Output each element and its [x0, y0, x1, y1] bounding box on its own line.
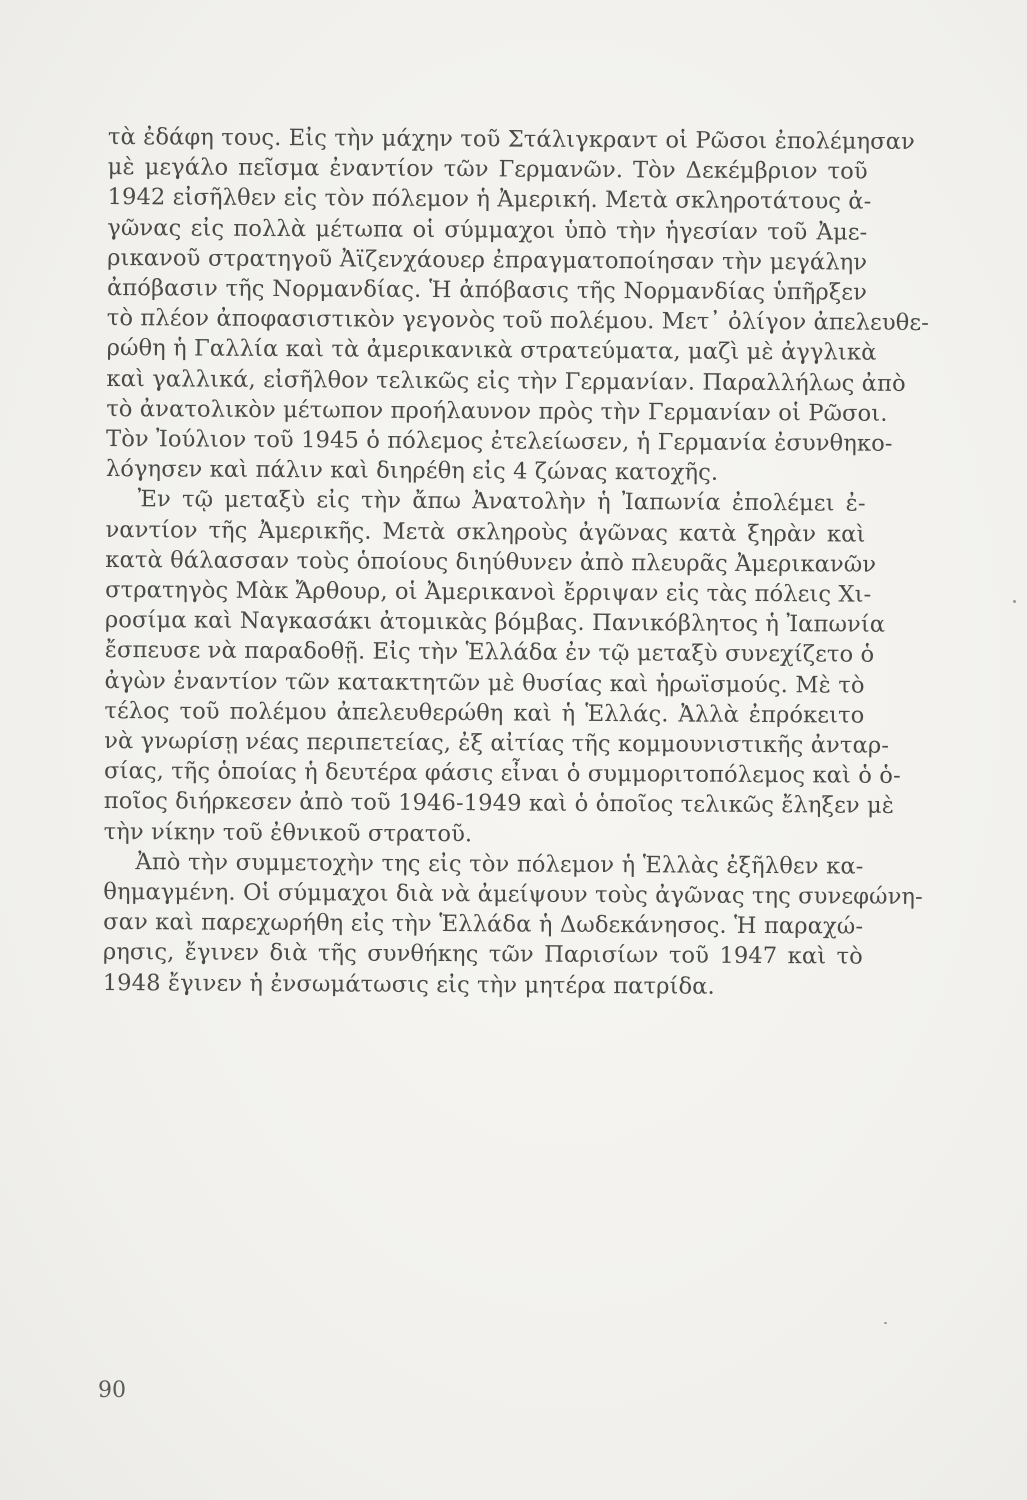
text-line: τὰ ἐδάφη τους. Εἰς τὴν μάχην τοῦ Στάλιγκραντ οἱ Ρῶσοι ἐπολέμησαν — [107, 123, 916, 155]
text-line: Τὸν Ἰούλιον τοῦ 1945 ὁ πόλεμος ἐτελείωσεν, ἡ Γερμανία ἐσυνθηκο- — [105, 426, 893, 457]
text-line: στρατηγὸς Μὰκ Ἄρθουρ, οἱ Ἀμερικανοὶ ἔρριψαν εἰς τὰς πόλεις Χι- — [105, 577, 872, 608]
text-line: τὸ ἀνατολικὸν μέτωπον προήλαυνον πρὸς τὴν Γερμανίαν οἱ Ρῶσοι. — [106, 395, 888, 427]
text-line: ἔσπευσε νὰ παραδοθῇ. Εἰς τὴν Ἑλλάδα ἐν τῷ μεταξὺ συνεχίζετο ὁ — [104, 637, 875, 669]
text-line: καὶ γαλλικά, εἰσῆλθον τελικῶς εἰς τὴν Γερμανίαν. Παραλλήλως ἀπὸ — [106, 365, 906, 397]
paragraph-3 — [102, 847, 923, 1003]
text-line: ἀπόβασιν τῆς Νορμανδίας. Ἡ ἀπόβασις τῆς Νορμανδίας ὑπῆρξεν — [106, 275, 868, 306]
text-line: ναντίον τῆς Ἀμερικῆς. Μετὰ σκληροὺς ἀγῶνας κατὰ ξηρὰν καὶ — [105, 516, 866, 548]
text-line: ἀγὼν ἐναντίον τῶν κατακτητῶν μὲ θυσίας καὶ ἡρωϊσμούς. Μὲ τὸ — [104, 667, 865, 699]
text-line: ρώθη ἡ Γαλλία καὶ τὰ ἀμερικανικὰ στρατεύματα, μαζὶ μὲ ἀγγλικὰ — [106, 335, 877, 367]
text-line: γῶνας εἰς πολλὰ μέτωπα οἱ σύμμαχοι ὑπὸ τὴν ἡγεσίαν τοῦ Ἀμε- — [107, 214, 868, 246]
text-line: Ἐν τῷ μεταξὺ εἰς τὴν ἄπω Ἀνατολὴν ἡ Ἰαπωνία ἐπολέμει ἐ- — [137, 486, 866, 518]
paragraph-1 — [105, 122, 930, 489]
text-line: κατὰ θάλασσαν τοὺς ὁποίους διηύθυνεν ἀπὸ πλευρᾶς Ἀμερικανῶν — [105, 546, 877, 578]
text-line: σαν καὶ παρεχωρήθη εἰς τὴν Ἑλλάδα ἡ Δωδεκάνησος. Ἡ παραχώ- — [103, 909, 864, 940]
text-line: θημαγμένη. Οἱ σύμμαχοι διὰ νὰ ἀμείψουν τοὺς ἀγῶνας της συνεφώνη- — [103, 879, 923, 911]
text-line: ρικανοῦ στρατηγοῦ Ἀϊζενχάουερ ἐπραγματοποίησαν τὴν μεγάλην — [107, 244, 868, 276]
body-text — [102, 122, 930, 1003]
text-line: νὰ γνωρίσῃ νέας περιπετείας, ἐξ αἰτίας τῆς κομμουνιστικῆς ἀνταρ- — [104, 728, 890, 759]
text-line: τὴν νίκην τοῦ ἐθνικοῦ στρατοῦ. — [103, 818, 473, 847]
paper-speck — [1013, 600, 1016, 603]
text-line: ροσίμα καὶ Ναγκασάκι ἀτομικὰς βόμβας. Πανικόβλητος ἡ Ἰαπωνία — [104, 607, 886, 639]
text-line: μὲ μεγάλο πεῖσμα ἐναντίον τῶν Γερμανῶν. Τὸν Δεκέμβριον τοῦ — [107, 154, 868, 185]
text-line: 1948 ἔγινεν ἡ ἐνσωμάτωσις εἰς τὴν μητέρα πατρίδα. — [102, 969, 715, 1000]
text-line: λόγησεν καὶ πάλιν καὶ διηρέθη εἰς 4 ζώνας κατοχῆς. — [105, 456, 719, 486]
text-line: σίας, τῆς ὁποίας ἡ δευτέρα φάσις εἶναι ὁ συμμοριτοπόλεμος καὶ ὁ ὁ- — [103, 758, 901, 790]
text-line: τέλος τοῦ πολέμου ἀπελευθερώθη καὶ ἡ Ἑλλάς. Ἀλλὰ ἐπρόκειτο — [104, 697, 865, 729]
text-line: Ἀπὸ τὴν συμμετοχὴν της εἰς τὸν πόλεμον ἡ Ἑλλὰς ἐξῆλθεν κα- — [135, 849, 864, 880]
text-line: ρησις, ἔγινεν διὰ τῆς συνθήκης τῶν Παρισίων τοῦ 1947 καὶ τὸ — [102, 939, 863, 971]
paragraph-2 — [103, 484, 901, 851]
page-number: 90 — [98, 1378, 126, 1403]
text-line: ποῖος διήρκεσεν ἀπὸ τοῦ 1946-1949 καὶ ὁ ὁποῖος τελικῶς ἔληξεν μὲ — [103, 788, 895, 820]
paper-speck — [884, 1322, 887, 1324]
text-line: 1942 εἰσῆλθεν εἰς τὸν πόλεμον ἡ Ἀμερική. Μετὰ σκληροτάτους ἀ- — [107, 184, 872, 216]
text-line: τὸ πλέον ἀποφασιστικὸν γεγονὸς τοῦ πολέμου. Μετ᾽ ὀλίγον ἀπελευθε- — [106, 305, 930, 337]
